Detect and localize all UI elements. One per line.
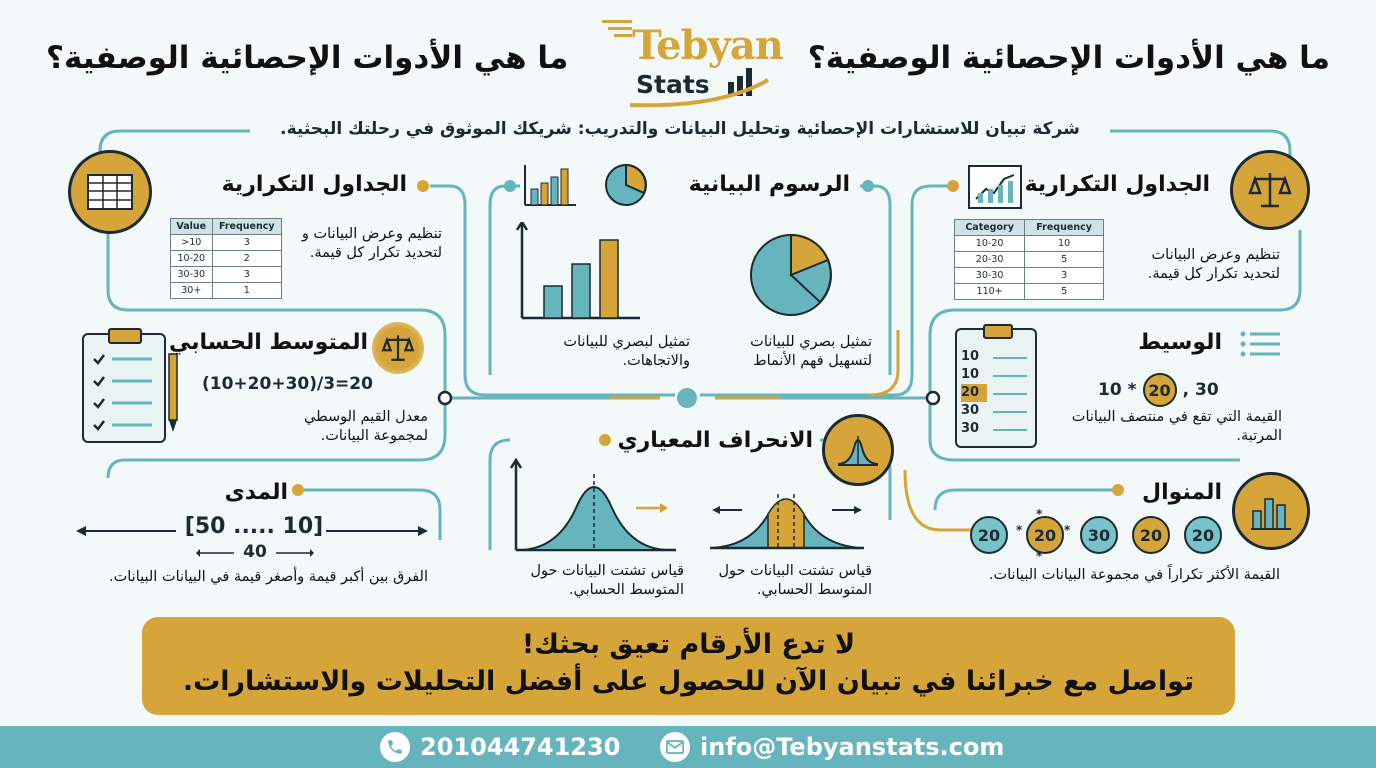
bell-badge bbox=[822, 414, 894, 486]
pencil-icon bbox=[166, 352, 180, 434]
table-row: 30-30 3 bbox=[171, 267, 282, 283]
table-row: 20-30 5 bbox=[955, 252, 1104, 268]
table-row: >10 3 bbox=[171, 235, 282, 251]
range-value: 40 bbox=[243, 542, 267, 562]
stddev-desc-right: قياس تشتت البيانات حول المتوسط الحسابي. bbox=[718, 563, 872, 598]
footer-phone[interactable]: 201044741230 bbox=[420, 733, 621, 761]
pie-chart-icon bbox=[604, 163, 648, 207]
median-values: 10 * 20 , 30 bbox=[1098, 373, 1228, 407]
list-item: 20 bbox=[961, 384, 987, 402]
mode-bubble: 30 bbox=[1080, 516, 1118, 554]
range-bracket: [50 ..... 10] bbox=[184, 514, 324, 539]
freq-table-right bbox=[954, 219, 1104, 300]
median-clipboard bbox=[955, 328, 1037, 448]
mode-desc: القيمة الأكثر تكراراً في مجموعة البيانات البيانات. bbox=[988, 567, 1280, 583]
stddev-curve-right bbox=[708, 480, 866, 552]
freq-left-title: الجداول التكرارية bbox=[221, 172, 407, 197]
stddev-curve-left bbox=[508, 458, 678, 554]
list-item: 10 bbox=[961, 367, 980, 382]
median-v2: 20 bbox=[1143, 373, 1177, 407]
freq-left-desc: تنظيم وعرض البيانات و لتحديد تكرار كل قيمة. bbox=[301, 226, 442, 261]
mean-desc: معدل القيم الوسطي لمجموعة البيانات. bbox=[303, 409, 428, 444]
mean-title: المتوسط الحسابي bbox=[169, 330, 368, 355]
table-row: 30+ 1 bbox=[171, 283, 282, 299]
table-header: Frequency bbox=[212, 219, 281, 235]
scale-icon bbox=[1247, 167, 1293, 213]
logo bbox=[600, 10, 790, 110]
svg-text:*: * bbox=[1016, 523, 1023, 537]
freq-right-desc: تنظيم وعرض البيانات لتحديد تكرار كل قيمة. bbox=[1147, 247, 1280, 282]
cta-line1: لا تدع الأرقام تعيق بحثك! bbox=[521, 629, 856, 660]
table-header: Category bbox=[955, 220, 1025, 236]
median-title: الوسيط bbox=[1138, 330, 1222, 355]
table-icon bbox=[87, 174, 133, 210]
freq-table-left bbox=[170, 218, 282, 299]
footer-email[interactable]: info@Tebyanstats.com bbox=[700, 733, 1005, 761]
charts-title: الرسوم البيانية bbox=[688, 172, 850, 197]
scale-badge bbox=[1230, 150, 1310, 230]
logo-text-tebyan: Tebyan bbox=[632, 22, 783, 69]
charts-desc-bar: تمثيل لبصري للبيانات والاتجاهات. bbox=[563, 334, 690, 369]
list-item: 30 bbox=[961, 403, 980, 418]
table-badge bbox=[68, 150, 152, 234]
range-title: المدى bbox=[224, 480, 288, 505]
mode-title: المنوال bbox=[1142, 480, 1222, 505]
svg-text:*: * bbox=[1064, 523, 1071, 537]
cta-banner[interactable] bbox=[142, 617, 1235, 715]
mode-bubble: 20 bbox=[1132, 516, 1170, 554]
mode-bubble-highlight: 20 bbox=[1026, 516, 1064, 554]
table-row: 10-20 2 bbox=[171, 251, 282, 267]
clip-icon bbox=[108, 328, 142, 344]
scale-icon bbox=[381, 331, 415, 365]
subtitle: شركة تبيان للاستشارات الإحصائية وتحليل البيانات والتدريب: شريكك الموثوق في رحلتك البحثية. bbox=[280, 119, 1080, 139]
logo-text-stats: Stats bbox=[636, 70, 710, 99]
page-title-right: ما هي الأدوات الإحصائية الوصفية؟ bbox=[807, 40, 1330, 76]
mean-scale-badge bbox=[372, 322, 424, 374]
list-item: 10 bbox=[961, 349, 980, 364]
mode-bubbles bbox=[970, 508, 1224, 560]
pie-chart-graphic bbox=[748, 232, 834, 318]
median-v1: 10 bbox=[1098, 380, 1122, 400]
sparkle-marks bbox=[1006, 508, 1086, 560]
stddev-desc-left: قياس تشتت البيانات حول المتوسط الحسابي. bbox=[530, 563, 684, 598]
svg-text:*: * bbox=[1036, 549, 1043, 560]
bell-curve-icon bbox=[836, 432, 880, 468]
range-desc: الفرق بين أكبر قيمة وأصغر قيمة في البيانات البيانات. bbox=[109, 569, 428, 585]
freq-right-title: الجداول التكرارية bbox=[1024, 172, 1210, 197]
svg-text:*: * bbox=[1036, 508, 1043, 521]
mean-clipboard bbox=[82, 333, 166, 443]
mode-bubble: 20 bbox=[1184, 516, 1222, 554]
mode-badge bbox=[1232, 472, 1310, 550]
list-icon bbox=[1240, 330, 1282, 358]
table-header: Value bbox=[171, 219, 213, 235]
table-row: 110+ 5 bbox=[955, 284, 1104, 300]
list-item: 30 bbox=[961, 421, 980, 436]
phone-icon[interactable] bbox=[380, 732, 410, 762]
table-header: Frequency bbox=[1025, 220, 1104, 236]
bar-chart-icon bbox=[522, 163, 577, 207]
bar-chart-graphic bbox=[512, 222, 642, 322]
page-title-left: ما هي الأدوات الإحصائية الوصفية؟ bbox=[46, 40, 569, 76]
mode-bubble: 20 bbox=[970, 516, 1008, 554]
cta-line2: تواصل مع خبرائنا في تبيان الآن للحصول على أفضل التحليلات والاستشارات. bbox=[182, 666, 1195, 697]
table-row: 10-20 10 bbox=[955, 236, 1104, 252]
stddev-title: الانحراف المعياري bbox=[617, 428, 813, 453]
median-list bbox=[961, 348, 987, 438]
clip-icon bbox=[983, 324, 1013, 339]
table-row: 30-30 3 bbox=[955, 268, 1104, 284]
email-icon[interactable] bbox=[660, 732, 690, 762]
charts-desc-pie: تمثيل بصري للبيانات لتسهيل فهم الأنماط bbox=[750, 334, 872, 369]
mean-formula: (10+20+30)/3=20 bbox=[202, 374, 373, 394]
median-desc: القيمة التي تقع في منتصف البيانات المرتبة. bbox=[1071, 409, 1282, 444]
line-chart-icon bbox=[968, 165, 1022, 209]
median-v3: 30 bbox=[1195, 380, 1219, 400]
footer-bar bbox=[0, 726, 1376, 768]
bar-chart-icon bbox=[1249, 491, 1293, 531]
